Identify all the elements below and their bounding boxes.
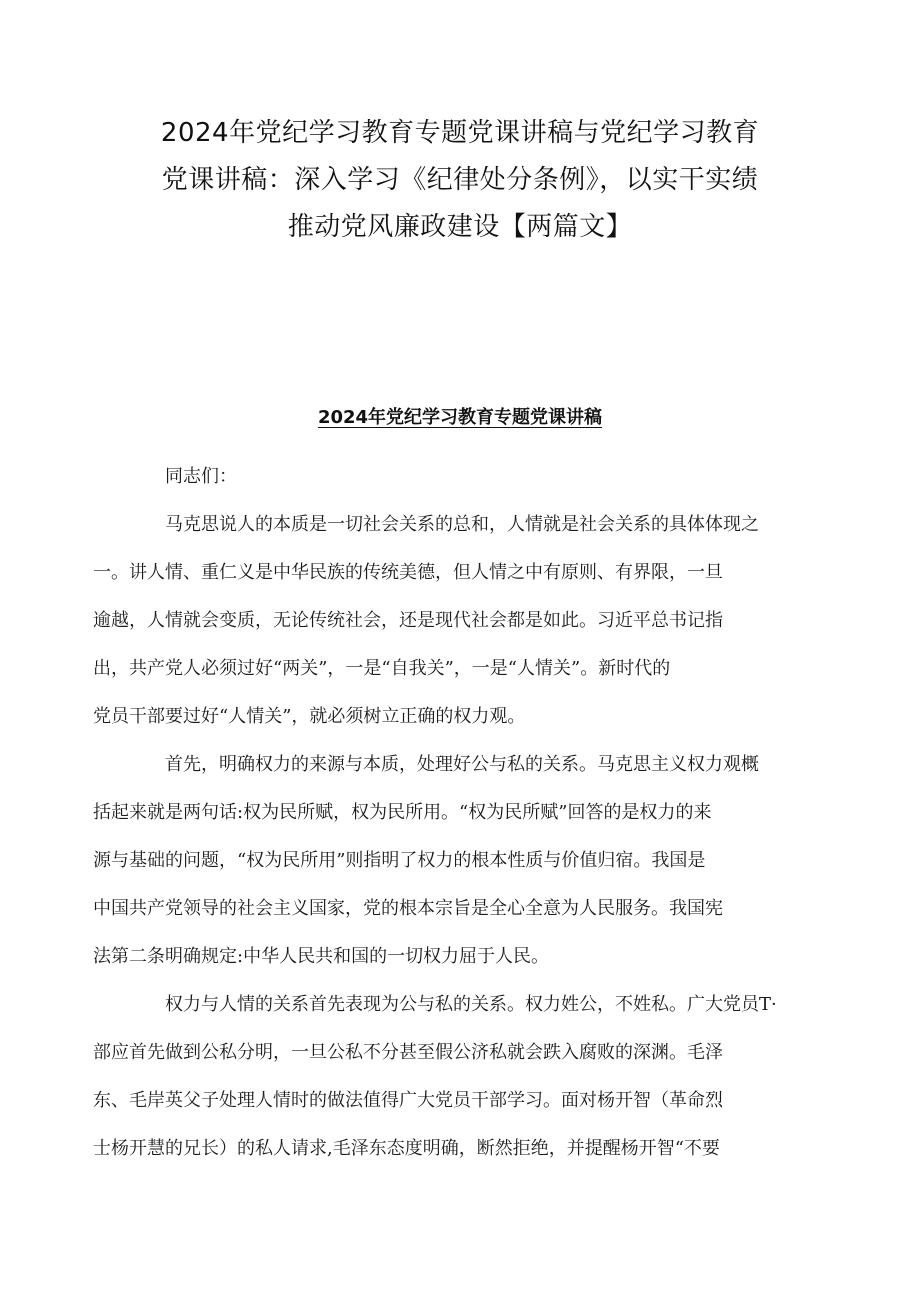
paragraph-line: 括起来就是两句话:权为民所赋，权为民所用。“权为民所赋”回答的是权力的来 xyxy=(93,802,712,823)
document-title-line: 2024年党纪学习教育专题党课讲稿与党纪学习教育 xyxy=(160,118,760,148)
section-heading xyxy=(0,403,920,433)
paragraph xyxy=(93,501,791,741)
paragraph-line: 出，共产党人必须过好“两关”，一是“自我关”，一是“人情关”。新时代的 xyxy=(93,658,671,679)
paragraph-line: 马克思说人的本质是一切社会关系的总和，人情就是社会关系的具体体现之 xyxy=(165,514,759,535)
section-heading-text: 2024年党纪学习教育专题党课讲稿 xyxy=(317,407,603,428)
paragraph xyxy=(93,981,791,1173)
document-title-line: 党课讲稿：深入学习《纪律处分条例》，以实干实绩 xyxy=(161,165,759,195)
paragraph-line: 逾越，人情就会变质，无论传统社会，还是现代社会都是如此。习近平总书记指 xyxy=(93,610,723,631)
paragraph-line: 权力与人情的关系首先表现为公与私的关系。权力姓公，不姓私。广大党员T· xyxy=(165,994,777,1015)
document-title xyxy=(0,110,920,251)
salutation-text: 同志们： xyxy=(165,466,237,487)
paragraph-line: 部应首先做到公私分明，一旦公私不分甚至假公济私就会跌入腐败的深渊。毛泽 xyxy=(93,1042,723,1063)
body-text xyxy=(93,453,791,1173)
paragraph-line: 士杨开慧的兄长）的私人请求,毛泽东态度明确，断然拒绝，并提醒杨开智“不要 xyxy=(93,1138,720,1159)
paragraph-line: 党员干部要过好“人情关”，就必须树立正确的权力观。 xyxy=(93,706,526,727)
paragraph-line: 中国共产党领导的社会主义国家，党的根本宗旨是全心全意为人民服务。我国宪 xyxy=(93,898,723,919)
paragraph-line: 东、毛岸英父子处理人情时的做法值得广大党员干部学习。面对杨开智（革命烈 xyxy=(93,1090,723,1111)
paragraph-line: 法第二条明确规定:中华人民共和国的一切权力屈于人民。 xyxy=(93,946,550,967)
salutation xyxy=(129,453,791,501)
document-title-line: 推动党风廉政建设【两篇文】 xyxy=(287,212,633,242)
paragraph-line: 首先，明确权力的来源与本质，处理好公与私的关系。马克思主义权力观概 xyxy=(165,754,759,775)
paragraph xyxy=(93,741,791,981)
paragraph-line: 源与基础的问题，“权为民所用”则指明了权力的根本性质与价值归宿。我国是 xyxy=(93,850,706,871)
paragraph-line: 一。讲人情、重仁义是中华民族的传统美德，但人情之中有原则、有界限，一旦 xyxy=(93,562,723,583)
